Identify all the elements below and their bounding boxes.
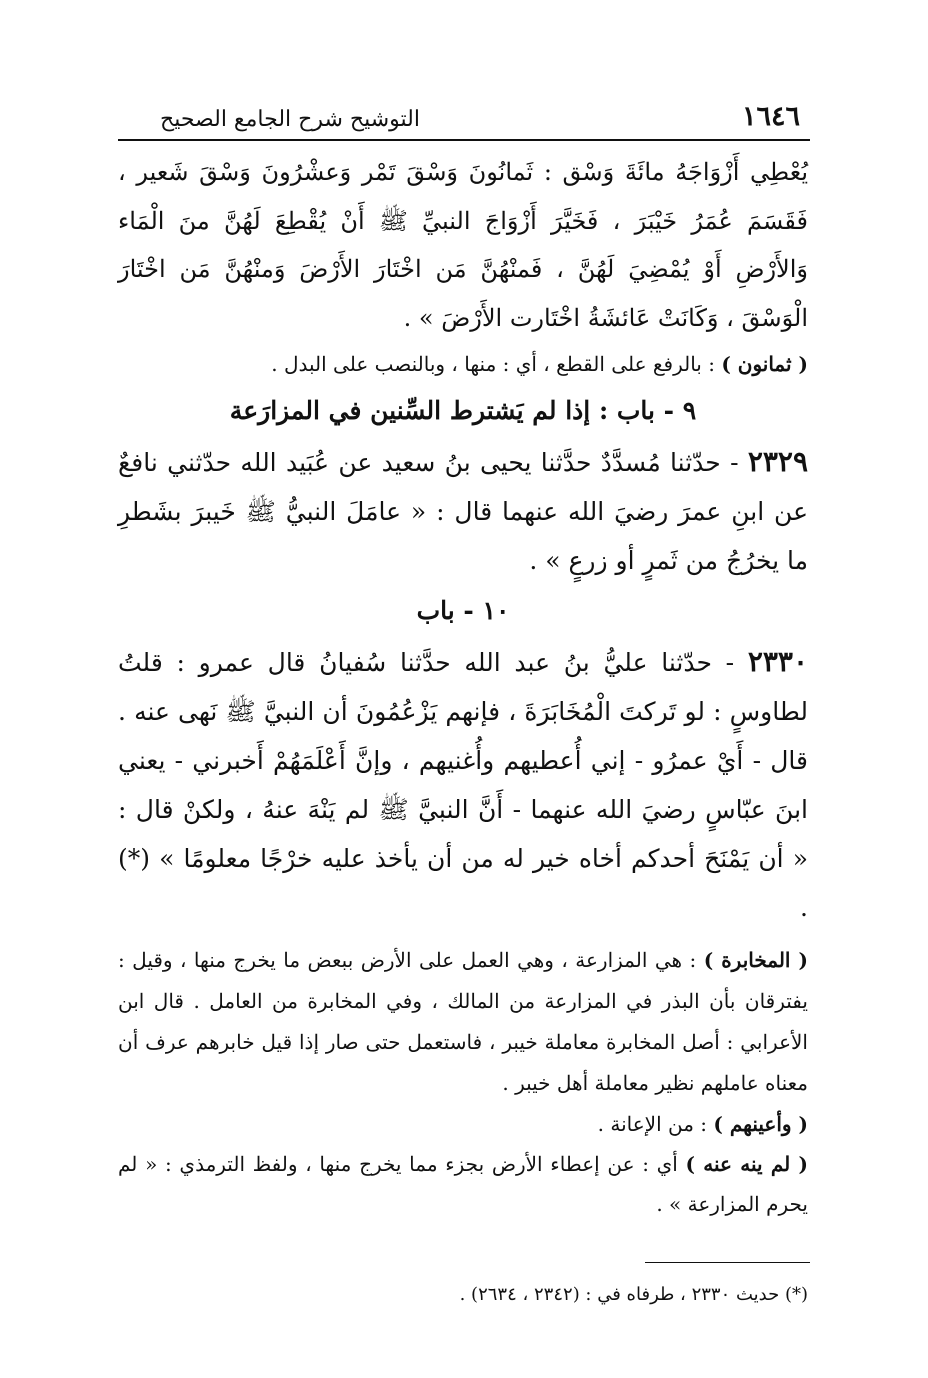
- hadith-text: - حدّثنا عليُّ بنُ عبد الله حدَّثنا سُفيانُ قال عمرو : قلتُ لطاوسٍ : لو تَركتَ الْمُخَابَرَةَ ، فإنهم يَزْعُمُونَ أن النبيَّ ﷺ نَهى عنه . قال - أَيْ عمرُو - إني أُعطيهم وأُغنيهم ، وإنَّ أَعْلَمَهُمْ أَخبرني - يعني ابنَ عبّاسٍ رضيَ الله عنهما - أَنَّ النبيَّ ﷺ لم يَنْهَ عنهُ ، ولكنْ قال : « أن يَمْنَحَ أحدكم أخاه خير له من أن يأخذ عليه خرْجًا معلومًا » (*) .: [118, 648, 808, 922]
- commentary-text: : بالرفع على القطع ، أي : منها ، وبالنصب على البدل .: [271, 352, 722, 376]
- commentary-text: : من الإعانة .: [597, 1112, 714, 1136]
- commentary-term: ( لم ينه عنه ): [685, 1152, 808, 1176]
- hadith-2329: [118, 437, 808, 585]
- commentary-term: ( ثمانون ): [721, 352, 808, 376]
- chapter-heading-9: ٩ - باب : إذا لم يَشترط السِّنين في المزارَعة: [229, 396, 697, 425]
- chapter-heading-10: ١٠ - باب: [416, 596, 510, 625]
- footnote-rule: [645, 1262, 810, 1263]
- hadith-text: - حدّثنا مُسدَّدٌ حدَّثنا يحيى بنُ سعيد عن عُبَيد الله حدّثني نافعٌ عن ابنِ عمرَ رضيَ الله عنهما قال : « عامَلَ النبيُّ ﷺ خَيبرَ بشَطرِ ما يخرُجُ من ثَمرٍ أو زرعٍ » .: [118, 448, 808, 575]
- hadith-continuation: يُعْطِي أَزْوَاجَهُ مائَةَ وَسْق : ثَمانُونَ وَسْقَ تَمْر وَعشْرُونَ وَسْقَ شَعير ، فَقَسَمَ عُمَرُ خَيْبَرَ ، فَخَيَّرَ أَزْوَاجَ النبيِّ ﷺ أَنْ يُقْطِعَ لَهُنَّ منَ الْمَاء وَالأَرْضِ أَوْ يُمْضِيَ لَهُنَّ ، فَمنْهُنَّ مَن اخْتَارَ الأَرْضَ وَمنْهُنَّ مَن اخْتَارَ الْوَسْقَ ، وَكَانَتْ عَائشَةُ اخْتَارت الأَرْضَ » .: [118, 158, 808, 332]
- commentary-text: أي : عن إعطاء الأرض بجزء مما يخرج منها ، ولفظ الترمذي : « لم يحرم المزارعة » .: [118, 1152, 808, 1216]
- page-body: [118, 148, 808, 1224]
- commentary-term: ( المخابرة ): [703, 948, 809, 972]
- page-number: ١٦٤٦: [741, 101, 800, 132]
- footnote: (*) حديث ٢٣٣٠ ، طرفاه في : (٢٣٤٢ ، ٢٦٣٤) .: [459, 1284, 808, 1305]
- commentary-mukhabara: [118, 940, 808, 1104]
- commentary-wa-uinuhum: [118, 1104, 808, 1144]
- commentary-thamanun: [118, 344, 808, 385]
- running-title: التوشيح شرح الجامع الصحيح: [160, 107, 420, 132]
- hadith-number: ٢٣٢٩: [747, 445, 808, 478]
- commentary-text: : هي المزارعة ، وهي العمل على الأرض ببعض ما يخرج منها ، وقيل : يفترقان بأن البذر في المزارعة من المالك ، وفي المخابرة من العامل . قال ابن الأعرابي : أصل المخابرة معاملة خيبر ، فاستعمل حتى صار إذا قيل خابرهم عرف أن معناه عاملهم نظير معاملة أهل خيبر .: [118, 948, 808, 1095]
- header-rule: [118, 139, 810, 141]
- hadith-2330: [118, 637, 808, 932]
- hadith-number: ٢٣٣٠: [747, 645, 808, 678]
- commentary-term: ( وأعينهم ): [713, 1112, 808, 1136]
- page-header: [120, 92, 800, 132]
- commentary-lam-yanhah: [118, 1144, 808, 1224]
